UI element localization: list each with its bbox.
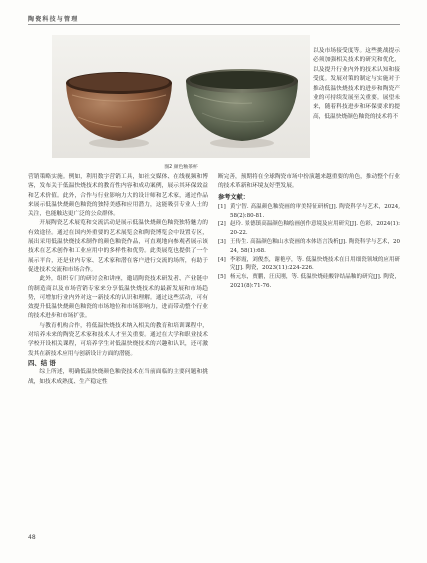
reference-number: [4] [218, 256, 226, 263]
section-heading: 四、结 语 [28, 358, 56, 367]
reference-text: 黄宁智. 高温颜色釉瓷画的审美特征研析[J]. 陶瓷科学与艺术，2024, 58(2):80-81. [230, 203, 400, 219]
header-rule [28, 24, 400, 25]
body-paragraph: 与教育机构合作，将低温快烧技术纳入相关的教育和培训课程中，对培养未来的陶瓷艺术家和技术人才至关重要。通过在大学和职业技术学校开设相关课程，可培养学生对低温快烧技术的兴趣和认识，还可激发其在新技术应用与创新设计方面的潜能。 [28, 322, 208, 357]
reference-item [218, 203, 400, 221]
running-header: 陶瓷科技与管理 [28, 16, 79, 23]
reference-number: [1] [218, 203, 226, 210]
reference-number: [2] [218, 221, 226, 228]
figure-caption: 图2 颜色釉茶杯 [164, 165, 198, 170]
left-column [28, 173, 208, 387]
reference-number: [5] [218, 274, 226, 281]
reference-item [218, 273, 400, 291]
reference-text: 赵玲. 景德镇高温颜色釉绘画创作意境及应用研究[J]. 色彩，2024(1):20-22. [230, 221, 400, 237]
reference-text: 王传生. 高温颜色釉山水瓷画的本体语言浅析[J]. 陶瓷科学与艺术，2024, 58(1):68. [230, 239, 400, 254]
reference-item [218, 220, 400, 238]
figure-celadon-bowls [52, 35, 310, 158]
reference-text: 杨元东，贾鹏，汪庆刚，等. 低温快烧硅酸锌结晶釉的研究[J]. 陶瓷，2021(8):71-76. [230, 274, 400, 290]
reference-text: 李彩霞，刘俊杰，谢艳亭，等. 低温快烧技术在日用细瓷领域的应用研究[J]. 陶瓷，2023(11):224-226. [230, 256, 400, 272]
right-column [218, 173, 400, 291]
reference-item [218, 256, 400, 274]
reference-number: [3] [218, 239, 226, 246]
page-number: 48 [28, 534, 36, 541]
conclusion-paragraph: 综上所述，明确低温快烧颜色釉瓷技术在当前面临的主要问题和挑战，如技术成熟度、生产稳定性 [28, 369, 208, 385]
body-paragraph: 此外，组织专门的研讨会和讲座，邀请陶瓷技术研发者、产业链中的制造商以及市场营销专家来分享低温快烧技术的最新发展和市场趋势，可增加行业内外对这一新技术的认识和理解。通过这些活动，可有效提升低温快烧颜色釉瓷的市场地位和市场影响力，进而带动整个行业的技术进步和市场扩张。 [28, 276, 208, 320]
body-paragraph: 断完善，预期将在全球陶瓷市场中扮演越来越重要的角色，推动整个行业的技术革新和环境友好型发展。 [218, 174, 400, 190]
reference-item [218, 238, 400, 256]
body-paragraph: 营销策略实施。例如，利用数字营销工具，如社交媒体、在线视频和博客，发布关于低温快烧技术的教育性内容和成功案例，展示其环保效益和艺术价值。此外，合作与行业影响力大的设计师和艺术家，通过作品来展示低温快烧颜色釉瓷的独特美感和应用潜力，这能吸引专业人士的关注，也能触达更广泛的公众群体。 [28, 174, 208, 218]
references-heading: 参考文献： [218, 193, 249, 201]
body-paragraph: 开展陶瓷艺术展览和交流活动是展示低温快烧颜色釉瓷独特魅力的有效途径。通过在国内外重要的艺术展览会和陶瓷博览会中设置专区，展出采用低温快烧技术制作的颜色釉瓷作品，可直观地向参观者展示该技术在艺术创作和工业应用中的多样性和优势。此类展览也提供了一个展示平台，还是业内专家、艺术家和潜在客户进行交流的场所，有助于促进技术交流和市场合作。 [28, 220, 208, 273]
right-column-top-text: 以及市场接受度等。这些挑战提示必须加强相关技术的研究和优化，以及提升行业内外的技术认知和接受度。发展对策的制定与实施对于推动低温快烧技术的进步和陶瓷产业的可持续发展至关重要。展望未来，随着科技进步和环保要求的提高，低温快烧颜色釉瓷的技术将不 [313, 48, 400, 120]
